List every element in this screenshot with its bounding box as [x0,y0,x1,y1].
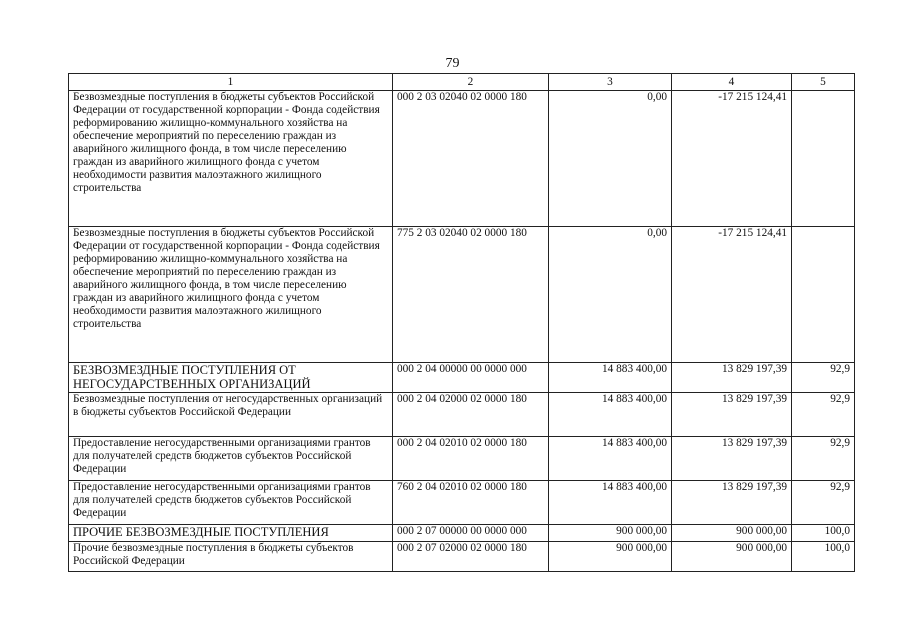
row-col3: 14 883 400,00 [549,481,672,525]
row-name: Безвозмездные поступления в бюджеты субъектов Российской Федерации от государственной корпорации - Фонда содействия реформированию жилищно-коммунального хозяйства на обеспечение мероприятий по переселению граждан из аварийного жилищного фонда, в том числе переселению граждан из аварийного жилищного фонда с учетом необходимости развития малоэтажного жилищного строительства [69,227,393,363]
row-col3: 900 000,00 [549,542,672,572]
row-col4: 13 829 197,39 [672,437,792,481]
row-col3: 14 883 400,00 [549,393,672,437]
table-row [69,91,855,227]
row-col4: 13 829 197,39 [672,393,792,437]
row-col3: 0,00 [549,227,672,363]
row-code: 000 2 07 00000 00 0000 000 [393,525,549,542]
row-col4: 900 000,00 [672,525,792,542]
row-name: Безвозмездные поступления в бюджеты субъектов Российской Федерации от государственной корпорации - Фонда содействия реформированию жилищно-коммунального хозяйства на обеспечение мероприятий по переселению граждан из аварийного жилищного фонда, в том числе переселению граждан из аварийного жилищного фонда с учетом необходимости развития малоэтажного жилищного строительства [69,91,393,227]
row-name: БЕЗВОЗМЕЗДНЫЕ ПОСТУПЛЕНИЯ ОТ НЕГОСУДАРСТВЕННЫХ ОРГАНИЗАЦИЙ [69,363,393,393]
row-code: 760 2 04 02010 02 0000 180 [393,481,549,525]
row-name: Предоставление негосударственными организациями грантов для получателей средств бюджетов субъектов Российской Федерации [69,481,393,525]
row-col3: 0,00 [549,91,672,227]
row-col3: 14 883 400,00 [549,363,672,393]
row-code: 000 2 03 02040 02 0000 180 [393,91,549,227]
row-code: 000 2 04 02010 02 0000 180 [393,437,549,481]
row-col4: 13 829 197,39 [672,481,792,525]
row-col5 [792,91,855,227]
row-col5: 92,9 [792,437,855,481]
row-name: Безвозмездные поступления от негосударственных организаций в бюджеты субъектов Российской Федерации [69,393,393,437]
row-col4: 900 000,00 [672,542,792,572]
column-header-4: 4 [672,74,792,91]
column-header-5: 5 [792,74,855,91]
table-row [69,393,855,437]
table-header-row [69,74,855,91]
row-col4: 13 829 197,39 [672,363,792,393]
row-col5: 100,0 [792,525,855,542]
row-col5: 92,9 [792,393,855,437]
table-row [69,525,855,542]
page-number: 79 [445,56,460,71]
row-name: Прочие безвозмездные поступления в бюджеты субъектов Российской Федерации [69,542,393,572]
column-header-1: 1 [69,74,393,91]
row-col5: 92,9 [792,481,855,525]
table-row [69,542,855,572]
table-row [69,481,855,525]
table-row [69,437,855,481]
row-code: 000 2 04 00000 00 0000 000 [393,363,549,393]
row-col5: 100,0 [792,542,855,572]
row-code: 000 2 07 02000 02 0000 180 [393,542,549,572]
row-code: 775 2 03 02040 02 0000 180 [393,227,549,363]
column-header-3: 3 [549,74,672,91]
row-col3: 14 883 400,00 [549,437,672,481]
budget-table [68,73,855,572]
table-row [69,363,855,393]
row-name: ПРОЧИЕ БЕЗВОЗМЕЗДНЫЕ ПОСТУПЛЕНИЯ [69,525,393,542]
row-col5 [792,227,855,363]
row-col5: 92,9 [792,363,855,393]
row-col4: -17 215 124,41 [672,91,792,227]
row-name: Предоставление негосударственными организациями грантов для получателей средств бюджетов субъектов Российской Федерации [69,437,393,481]
row-col3: 900 000,00 [549,525,672,542]
column-header-2: 2 [393,74,549,91]
row-col4: -17 215 124,41 [672,227,792,363]
table-row [69,227,855,363]
row-code: 000 2 04 02000 02 0000 180 [393,393,549,437]
